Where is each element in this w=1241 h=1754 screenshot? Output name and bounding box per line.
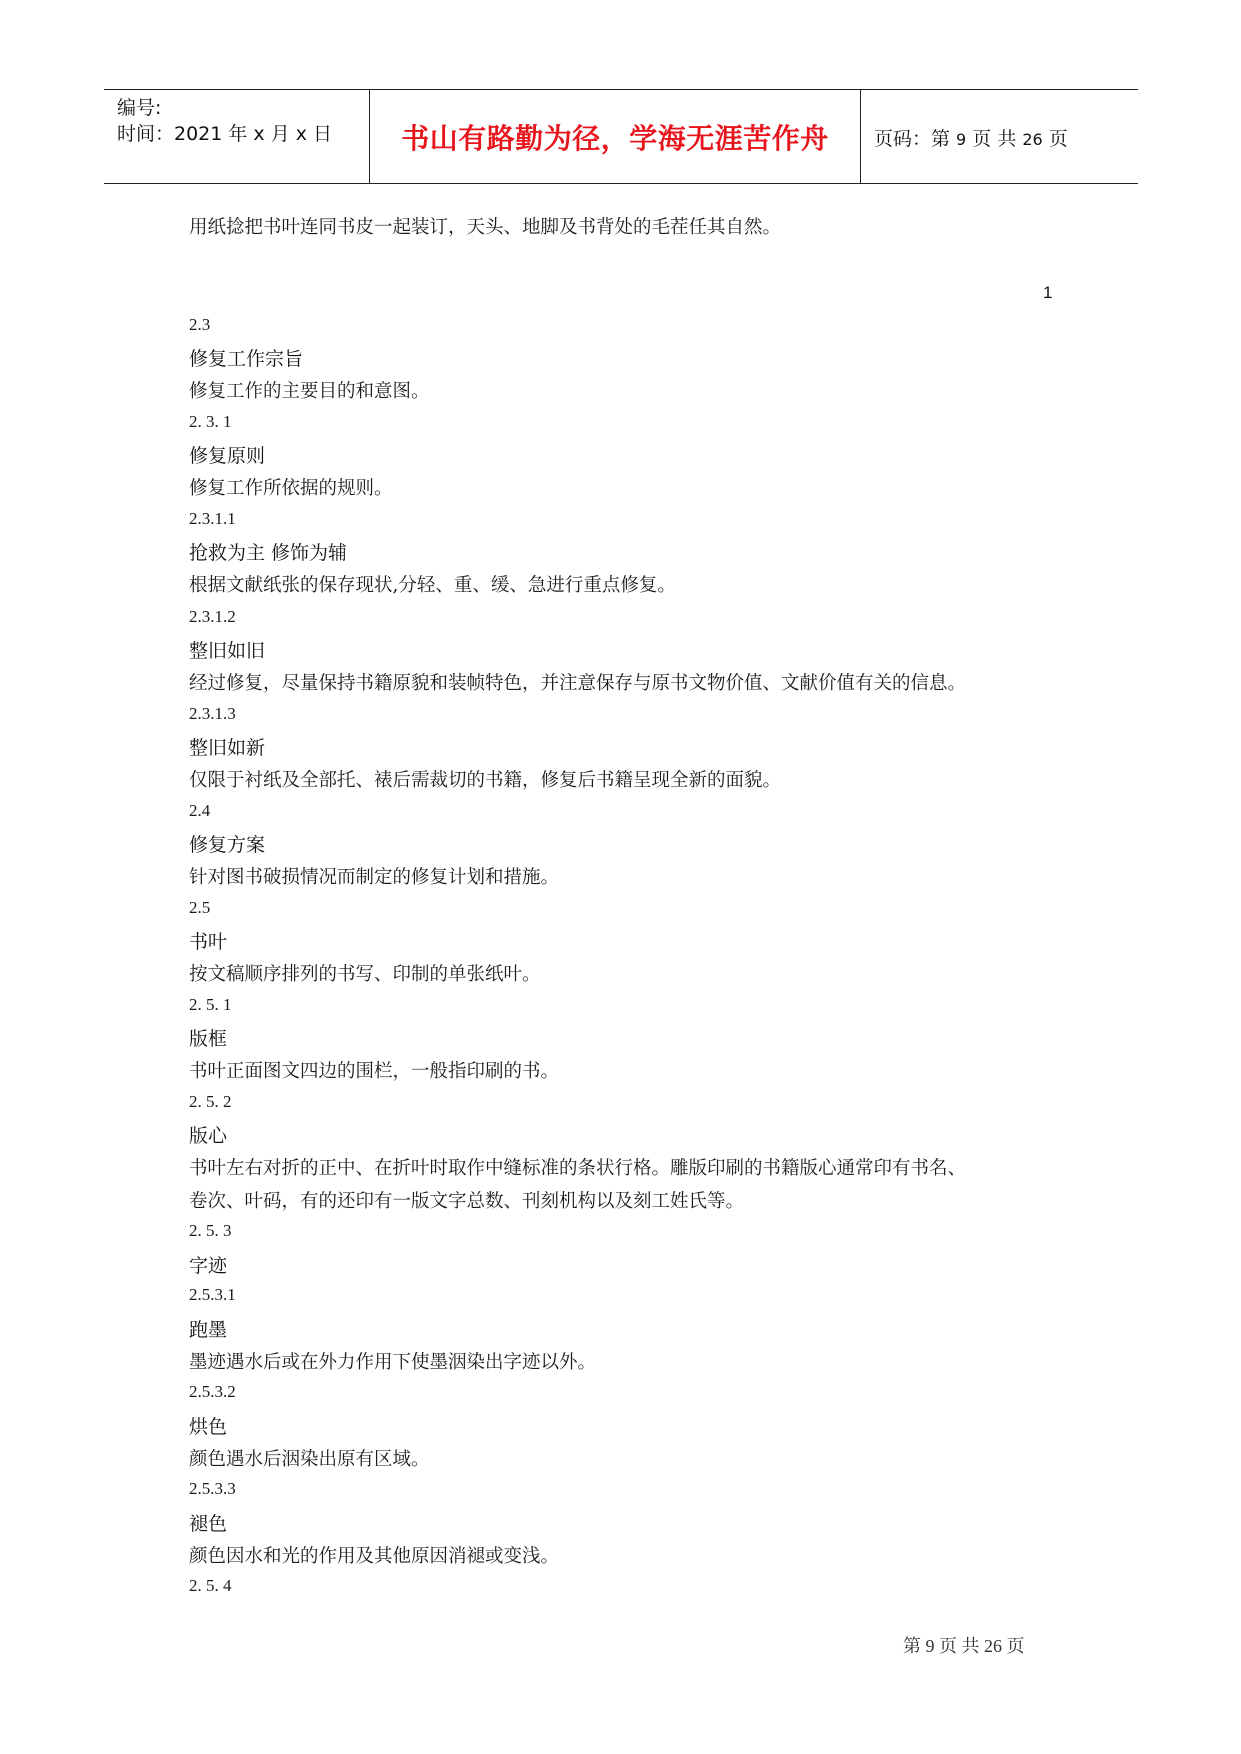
page-current: 9 (956, 130, 967, 149)
section-number: 2.3.1.1 (189, 509, 236, 528)
section-number: 2.5.3.3 (189, 1479, 236, 1498)
section-definition: 针对图书破损情况而制定的修复计划和措施。 (189, 867, 560, 888)
section-definition: 根据文献纸张的保存现状,分轻、重、缓、急进行重点修复。 (189, 575, 676, 596)
section-definition: 颜色遇水后洇染出原有区域。 (189, 1449, 430, 1470)
page-footer: 第 9 页 共 26 页 (903, 1636, 1025, 1656)
section-number: 2.4 (189, 801, 211, 820)
section-number: 2.5.3.2 (189, 1382, 236, 1401)
header-slogan-cell (370, 90, 861, 183)
section-definition: 颜色因水和光的作用及其他原因消褪或变浅。 (189, 1546, 560, 1567)
footnote-marker: 1 (1043, 283, 1053, 302)
intro-paragraph: 用纸捻把书叶连同书皮一起装订，天头、地脚及书背处的毛茬任其自然。 (189, 217, 782, 238)
section-term: 整旧如旧 (189, 640, 266, 662)
section-definition: 墨迹遇水后或在外力作用下使墨洇染出字迹以外。 (189, 1352, 597, 1373)
section-definition: 书叶正面图文四边的围栏，一般指印刷的书。 (189, 1061, 560, 1082)
page-number-info (874, 124, 1068, 151)
section-number: 2. 5. 2 (189, 1092, 232, 1111)
section-term: 跑墨 (189, 1319, 228, 1341)
section-definition: 经过修复，尽量保持书籍原貌和装帧特色，并注意保存与原书文物价值、文献价值有关的信息。 (189, 673, 967, 694)
document-header (104, 89, 1138, 184)
section-number: 2.3 (189, 315, 211, 334)
section-term: 版框 (189, 1028, 228, 1050)
section-term: 修复原则 (189, 445, 266, 467)
section-term: 书叶 (189, 931, 228, 953)
page-suffix: 页 (1042, 128, 1068, 150)
section-definition: 书叶左右对折的正中、在折叶时取作中缝标准的条状行格。雕版印刷的书籍版心通常印有书名、 (189, 1158, 967, 1179)
section-definition: 按文稿顺序排列的书写、印制的单张纸叶。 (189, 964, 541, 985)
section-term: 版心 (189, 1125, 228, 1147)
section-term: 修复方案 (189, 834, 266, 856)
section-term: 整旧如新 (189, 737, 266, 759)
section-number: 2. 3. 1 (189, 412, 232, 431)
section-definition: 修复工作所依据的规则。 (189, 478, 393, 499)
slogan-text: 书山有路勤为径，学海无涯苦作舟 (401, 122, 829, 155)
section-term: 烘色 (189, 1416, 228, 1438)
section-definition-continued: 卷次、叶码，有的还印有一版文字总数、刊刻机构以及刻工姓氏等。 (189, 1191, 745, 1212)
section-term: 修复工作宗旨 (189, 348, 304, 370)
section-number: 2.5.3.1 (189, 1285, 236, 1304)
section-term: 褪色 (189, 1513, 228, 1535)
document-time-label: 时间：2021 年 x 月 x 日 (117, 123, 333, 145)
section-number: 2. 5. 3 (189, 1221, 232, 1240)
section-number: 2.3.1.2 (189, 607, 236, 626)
page-total: 26 (1022, 130, 1043, 149)
section-definition: 修复工作的主要目的和意图。 (189, 381, 430, 402)
page-prefix: 页码：第 (874, 128, 957, 150)
header-meta-cell (104, 90, 370, 183)
section-term: 字迹 (189, 1255, 228, 1277)
document-number-label: 编号: (117, 97, 162, 119)
section-definition: 仅限于衬纸及全部托、裱后需裁切的书籍，修复后书籍呈现全新的面貌。 (189, 770, 782, 791)
section-number: 2.5 (189, 898, 211, 917)
section-number: 2. 5. 1 (189, 995, 232, 1014)
section-term: 抢救为主 修饰为辅 (189, 542, 348, 564)
header-page-cell (861, 90, 1138, 183)
page-mid: 页 共 (966, 128, 1023, 150)
section-number: 2. 5. 4 (189, 1576, 232, 1595)
section-number: 2.3.1.3 (189, 704, 236, 723)
